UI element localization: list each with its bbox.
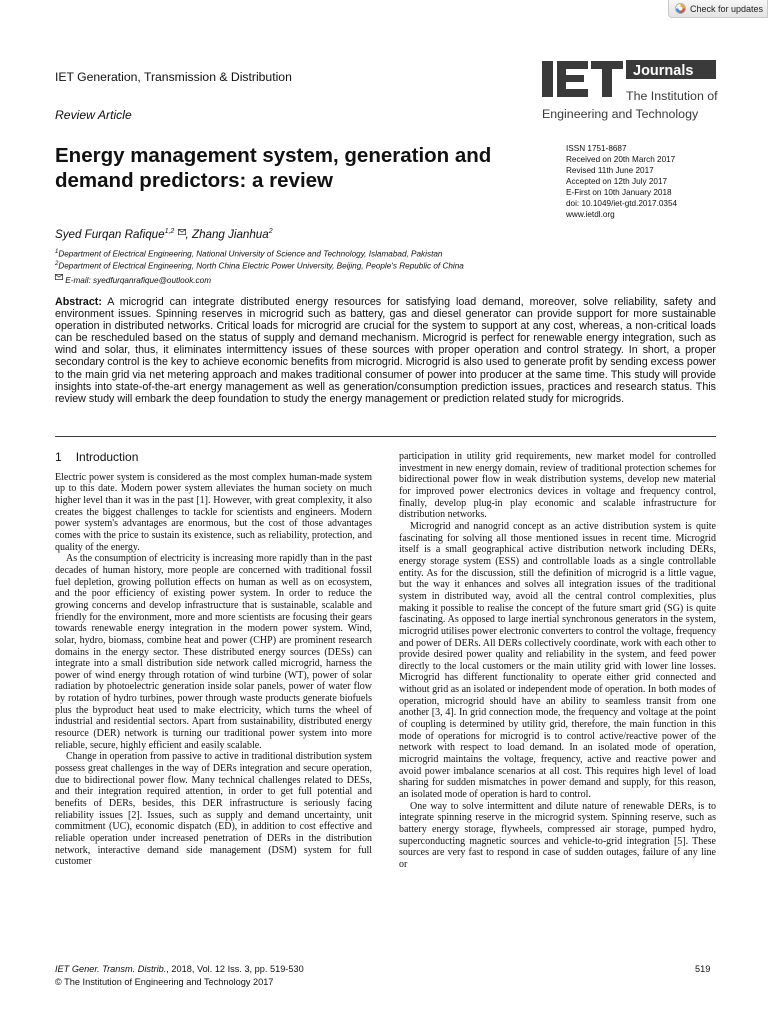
article-title: Energy management system, generation and demand predictors: a review — [55, 144, 492, 192]
right-paragraph-3: One way to solve intermittent and dilute nature of renewable DERs, is to integrate spinning reserve in the microgrid system. Spinning reserve, such as battery energy storage, flywheels, compressed air storage, pumped hydro, superconducting magnetic sources and vehicle-to-grid integration [5]. These sources are very fast to respond in case of sudden outages, failure of any line or — [399, 800, 716, 870]
received-date: Received on 20th March 2017 — [566, 155, 676, 164]
website-link[interactable]: www.ietdl.org — [566, 210, 615, 219]
issn: ISSN 1751-8687 — [566, 144, 627, 153]
page-number: 519 — [695, 964, 711, 974]
section-number: 1 — [55, 450, 62, 464]
section-heading — [55, 452, 372, 464]
author-1-affil: 1,2 — [164, 228, 175, 236]
footer-journal-abbrev: IET Gener. Transm. Distrib. — [55, 964, 167, 974]
author-separator: , — [185, 228, 192, 241]
footer-copyright: © The Institution of Engineering and Technology 2017 — [55, 977, 274, 987]
footer-volume-info: , 2018, Vol. 12 Iss. 3, pp. 519-530 — [166, 964, 304, 974]
affiliation-1-number: 1 — [55, 249, 59, 255]
logo-line-1: The Institution of — [626, 89, 718, 103]
logo-journals-tag: Journals — [633, 63, 694, 79]
email-envelope-icon — [55, 274, 63, 280]
authors — [55, 228, 273, 241]
right-column — [399, 451, 716, 871]
affiliation-2-number: 2 — [55, 261, 59, 267]
footer-citation — [55, 964, 304, 974]
author-1: Syed Furqan Rafique — [55, 228, 165, 241]
affiliation-2-text: Department of Electrical Engineering, North China Electric Power University, Beijing, People's Republic of China — [58, 261, 464, 271]
left-paragraph-2: As the consumption of electricity is increasing more rapidly than in the past decades of human history, more people are concerned with traditional fossil fuel depletion, growing pollution effects on human as well as on ecosystem, and the poor efficiency of existing power system. In order to reduce the growing concerns and develop infrastructure that is sustainable, scalable and friendly for the environment, more and more scientists are focusing their gears towards renewable energy integration in the modern power system. Wind, solar, hydro, biomass, combine heat and power (CHP) are prominent research domains in the energy sector. These distributed energy sources (DESs) can integrate into a small distribution side network called microgrid, harness the power of wind energy through rotation of wind turbine (WT), power of solar radiation by photoelectric generation inside solar panels, power of water flow by rotation of hydro turbines, power through waste products generate biofuels plus the byproduct heat used to make electricity, which turns the wheel of industrial and residential sectors. Apart from sustainability, distributed energy resource (DER) network is turning our traditional power system into more reliable, secure, highly efficient and easily scalable. — [55, 553, 372, 751]
check-for-updates-label: Check for updates — [690, 3, 764, 14]
author-2-affil: 2 — [268, 228, 273, 236]
abstract — [55, 296, 716, 405]
logo-line-2: Engineering and Technology — [542, 107, 699, 121]
affiliation-1-text: Department of Electrical Engineering, National University of Science and Technology, Islamabad, Pakistan — [58, 249, 443, 259]
header-divider — [55, 436, 716, 437]
affiliation-2 — [55, 261, 464, 271]
right-paragraph-2: Microgrid and nanogrid concept as an active distribution system is quite fascinating for solving all those mentioned issues in recent time. Microgrid itself is a small geographical active distribution network including DERs, energy storage system (ESS) and controllable loads as a single controllable entity. As for the discussion, still the definition of microgrid is a little vague, but the way it enhances and solves all integration issues of the traditional system in distributed way, avoid all the central control complexities, plus making it possible to realise the concept of the future smart grid (SG) is quite fascinating. As opposed to large inertial synchronous generators in the system, microgrid utilises power electronic converters to control the voltage, frequency and power of DERs. All DERs collectively coordinate, work with each other to provide desired power quality and reliability in the system, and feed power directly to the local customers or the main utility grid with lower line losses. Microgrid has different functionality to operate either grid connected and without grid as an isolated or independent mode of operation. In both modes of operation, microgrid should have an ability to seamless transit from one another [3, 4]. In grid connection mode, the frequency and voltage at the point of coupling is determined by utility grid, therefore, the main function in this mode of operations for microgrid is to control active/reactive power of the network with respect to load demand. In an isolated mode of operation, microgrid maintains the voltage, frequency, active and reactive power and avoid power imbalance scenarios at all cost. This requires high level of load sharing for sudden mismatches in power demand and supply, for this reason, an isolated mode of operation is hard to control. — [399, 520, 716, 801]
left-paragraph-3: Change in operation from passive to active in traditional distribution system possess great challenges in the way of DERs integration and secure operation, due to bidirectional power flow. Many technical challenges related to DESs, and their integration required attention, in order to get full potential and benefits of DERs, besides, this DER infrastructure is seriously facing reliability issues [2]. Issues, such as supply and demand uncertainty, unit commitment (UC), economic dispatch (ED), in addition to cost effective and reliable operation under increased penetration of DERs in the distribution network, interactive demand side management (DSM) system for full customer — [55, 751, 372, 868]
article-meta — [566, 143, 677, 220]
section-title: Introduction — [75, 450, 139, 464]
journal-name: IET Generation, Transmission & Distribution — [55, 70, 292, 84]
abstract-text: A microgrid can integrate distributed energy resources for satisfying load demand, moreover, solve reliability, safety and environment issues. Spinning reserves in microgrid such as battery, gas and diesel generator can provide support for more sustainable operation in distributed networks. Critical loads for microgrid are crucial for the system to support at any cost, whereas, a non-critical loads can be rescheduled based on the status of supply and demand mechanism. Microgrid is perfect for renewable energy integration, such as wind and solar, thus, it eliminates intermittency issues of these sources with proper operation and control strategy. In short, a proper secondary control is the key to achieve economic benefits from microgrid. Microgrid is also used to generate profit by sending excess power to the main grid via net metering approach and makes traditional consumer of power into producer at the same time. This study will provide insights into state-of-the-art energy management as well as generation/consumption prediction issues, practices and research status. This review study will embark the deep foundation to study the energy management or prediction related study for microgrids. — [55, 296, 716, 405]
e-first-date: E-First on 10th January 2018 — [566, 188, 672, 197]
author-2: Zhang Jianhua — [192, 228, 269, 241]
affiliation-1 — [55, 249, 442, 259]
accepted-date: Accepted on 12th July 2017 — [566, 177, 668, 186]
article-type: Review Article — [55, 108, 132, 122]
corresponding-email — [55, 274, 211, 285]
corresponding-author-envelope-icon — [178, 229, 186, 235]
right-paragraph-1: participation in utility grid requirements, new market model for controlled investment in new energy domain, review of traditional protection schemes for bidirectional power flow in weak distribution systems, develop new material for improved power electronics devices in voltage and frequency control, finally, develop plug-in play economic and scalable infrastructure for distribution networks. — [399, 451, 716, 521]
abstract-label: Abstract: — [55, 296, 102, 308]
check-for-updates-icon — [675, 3, 686, 14]
revised-date: Revised 11th June 2017 — [566, 166, 654, 175]
email-address[interactable]: E-mail: syedfurqanrafique@outlook.com — [65, 276, 212, 285]
check-for-updates-badge[interactable] — [668, 0, 768, 18]
iet-logo — [542, 58, 718, 122]
left-column — [55, 452, 372, 868]
left-paragraph-1: Electric power system is considered as the most complex human-made system up to this date. Modern power system alleviates the human society on much higher level than it was in the past [1]. However, with great complexity, it also creates the biggest challenges to tackle for scientists and engineers. Modern power system's advantages are enormous, but the cost of those advantages comes with the price to sustain its existence, such as reliability, protection, and quality of the energy. — [55, 471, 372, 553]
doi[interactable]: doi: 10.1049/iet-gtd.2017.0354 — [566, 199, 678, 208]
